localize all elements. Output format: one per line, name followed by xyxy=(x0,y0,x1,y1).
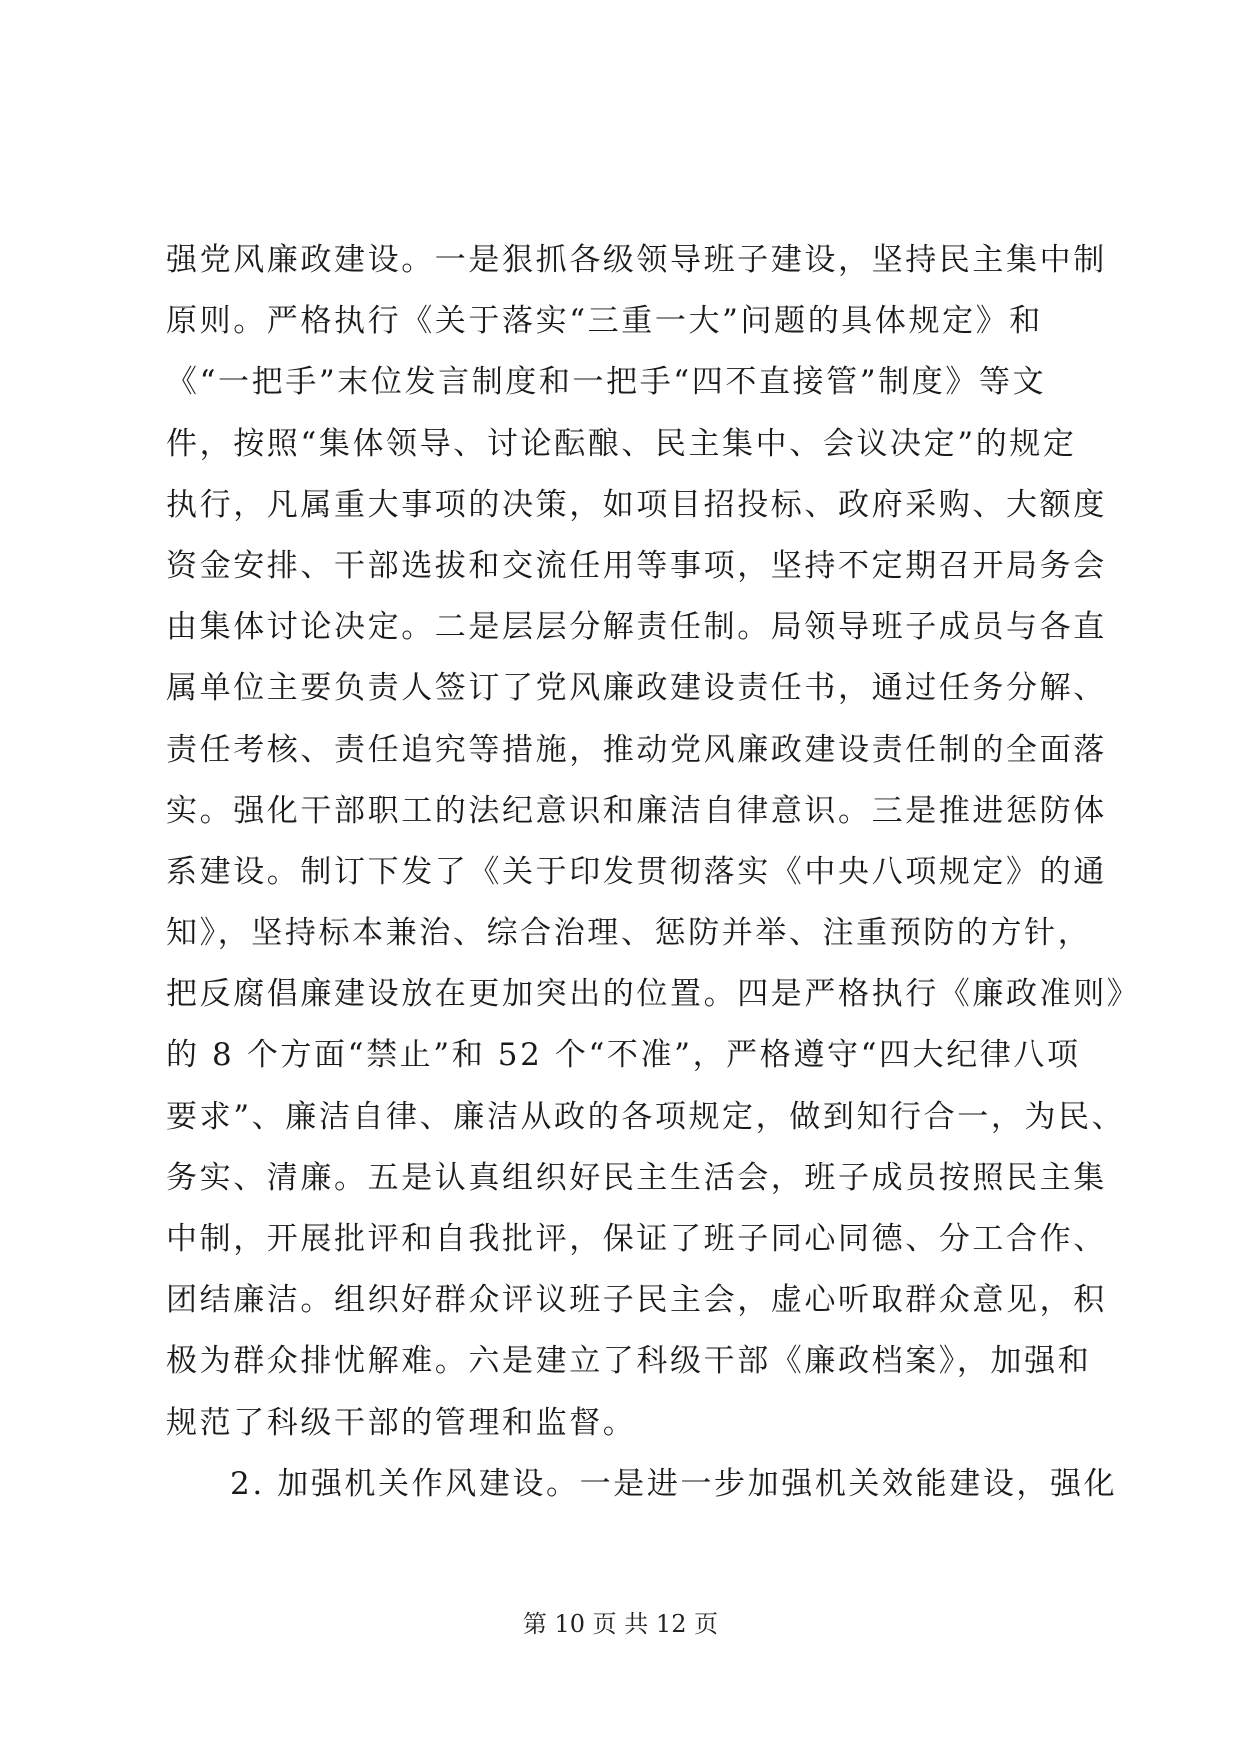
text-line: 强党风廉政建设。一是狠抓各级领导班子建设，坚持民主集中制 xyxy=(166,242,1107,278)
text-line: 务实、清廉。五是认真组织好民主生活会，班子成员按照民主集 xyxy=(166,1159,1107,1196)
text-line: 《“一把手”末位发言制度和一把手“四不直接管”制度》等文 xyxy=(166,364,1047,401)
text-line: 团结廉洁。组织好群众评议班子民主会，虚心听取群众意见，积 xyxy=(166,1282,1107,1319)
text-line: 原则。严格执行《关于落实“三重一大”问题的具体规定》和 xyxy=(166,303,1043,340)
text-line: 把反腐倡廉建设放在更加突出的位置。四是严格执行《廉政准则》 xyxy=(166,976,1141,1013)
text-line: 规范了科级干部的管理和监督。 xyxy=(166,1404,637,1441)
body-text xyxy=(166,230,1141,1515)
text-line: 系建设。制订下发了《关于印发贯彻落实《中央八项规定》的通 xyxy=(166,853,1107,890)
text-line: 中制，开展批评和自我批评，保证了班子同心同德、分工合作、 xyxy=(166,1221,1107,1257)
paragraph-start-line: 2. 加强机关作风建设。一是进一步加强机关效能建设，强化 xyxy=(230,1465,1118,1502)
text-line: 的 8 个方面“禁止”和 52 个“不准”，严格遵守“四大纪律八项 xyxy=(166,1037,1081,1074)
text-line: 执行，凡属重大事项的决策，如项目招投标、政府采购、大额度 xyxy=(166,486,1107,523)
text-line: 实。强化干部职工的法纪意识和廉洁自律意识。三是推进惩防体 xyxy=(166,792,1107,829)
text-line: 件，按照“集体领导、讨论酝酿、民主集中、会议决定”的规定 xyxy=(166,425,1077,462)
text-line: 资金安排、干部选拔和交流任用等事项，坚持不定期召开局务会 xyxy=(166,547,1107,584)
page-footer: 第 10 页 共 12 页 xyxy=(522,1610,719,1638)
text-line: 由集体讨论决定。二是层层分解责任制。局领导班子成员与各直 xyxy=(166,609,1107,646)
text-line: 属单位主要负责人签订了党风廉政建设责任书，通过任务分解、 xyxy=(166,670,1107,707)
text-line: 知》，坚持标本兼治、综合治理、惩防并举、注重预防的方针， xyxy=(166,915,1092,952)
text-line: 极为群众排忧解难。六是建立了科级干部《廉政档案》，加强和 xyxy=(166,1343,1092,1380)
text-line: 责任考核、责任追究等措施，推动党风廉政建设责任制的全面落 xyxy=(166,731,1107,768)
text-line: 要求”、廉洁自律、廉洁从政的各项规定，做到知行合一，为民、 xyxy=(166,1098,1126,1135)
